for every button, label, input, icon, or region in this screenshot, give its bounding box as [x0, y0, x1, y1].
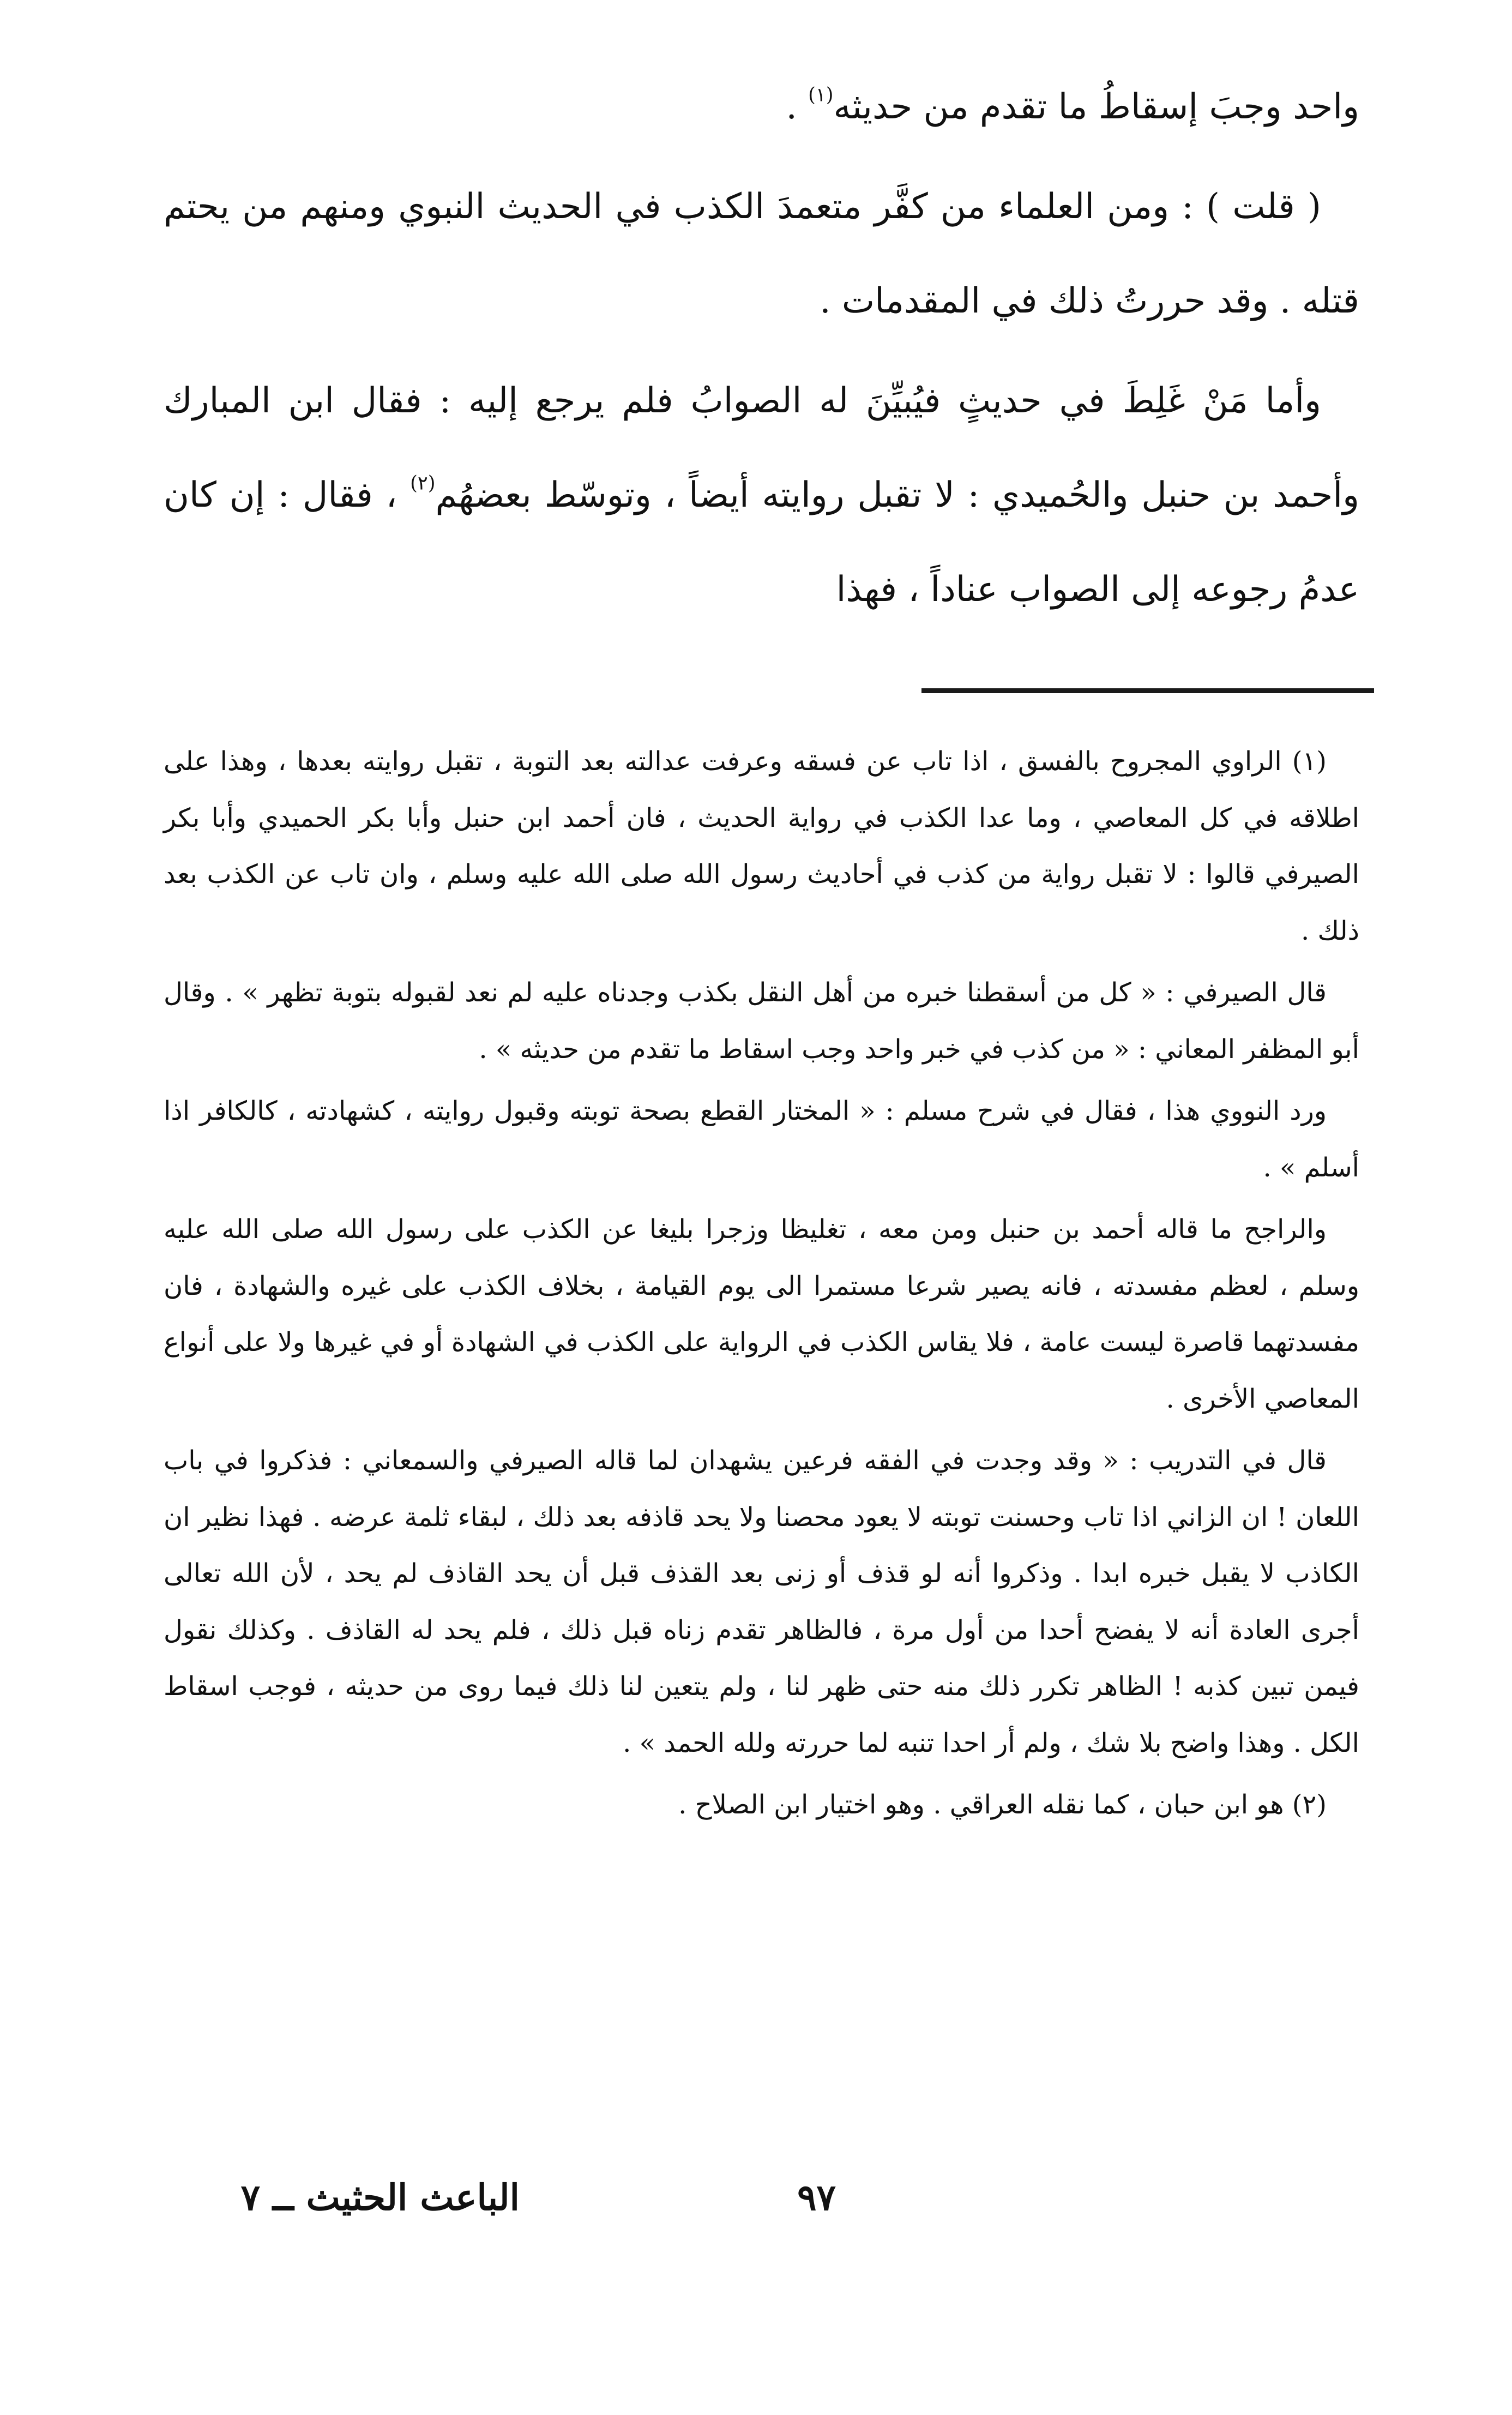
- footnote-1-para-5: قال في التدريب : « وقد وجدت في الفقه فرعين يشهدان لما قاله الصيرفي والسمعاني : فذكروا في باب اللعان ! ان الزاني اذا تاب وحسنت توبته لا يعود محصنا ولا يحد قاذفه بعد ذلك ، لبقاء ثلمة عرضه . فهذا نظير ان الكاذب لا يقبل خبره ابدا . وذكروا أنه لو قذف أو زنى بعد القذف قبل أن يحد القاذف لم يحد ، لأن الله تعالى أجرى العادة أنه لا يفضح أحدا من أول مرة ، فالظاهر تقدم زناه قبل ذلك ، فلم يحد له القاذف . وكذلك نقول فيمن تبين كذبه ! الظاهر تكرر ذلك منه حتى ظهر لنا ، ولم يتعين لنا ذلك فيما روى من حديثه ، فوجب اسقاط الكل . وهذا واضح بلا شك ، ولم أر احدا تنبه لما حررته ولله الحمد » .: [164, 1445, 1360, 1758]
- footnote-separator: [921, 688, 1374, 693]
- footnote-ref-1: (١): [808, 83, 834, 106]
- footnotes: [164, 734, 1359, 1834]
- footnote-1: (١) الراوي المجروح بالفسق ، اذا تاب عن فسقه وعرفت عدالته بعد التوبة ، تقبل روايته بعدها ، وهذا على اطلاقه في كل المعاصي ، وما عدا الكذب في رواية الحديث ، فان أحمد ابن حنبل وأبا بكر الحميدي وأبا بكر الصيرفي قالوا : لا تقبل رواية من كذب في أحاديث رسول الله صلى الله عليه وسلم ، وان تاب عن الكذب بعد ذلك .: [164, 746, 1359, 946]
- main-paragraph-1-end: .: [786, 87, 809, 127]
- page-number: ٩٧: [797, 2176, 836, 2219]
- main-paragraph-3-text: وأما مَنْ غَلِطَ في حديثٍ فيُبيِّنَ له الصوابُ فلم يرجع إليه : فقال ابن المبارك وأحمد بن حنبل والحُميدي : لا تقبل روايته أيضاً ، وتوسّط بعضهُم: [164, 381, 1360, 515]
- main-paragraph-3: [164, 354, 1359, 637]
- book-title: الباعث الحثيث ــ ٧: [240, 2176, 520, 2219]
- main-paragraph-2: ( قلت ) : ومن العلماء من كفَّر متعمدَ الكذب في الحديث النبوي ومنهم من يحتم قتله . وقد حررتُ ذلك في المقدمات .: [164, 187, 1359, 321]
- page-footer: [0, 2176, 1512, 2225]
- main-paragraph-1: [164, 60, 1359, 154]
- footnote-ref-2: (٢): [410, 472, 436, 495]
- footnote-1-para-3: ورد النووي هذا ، فقال في شرح مسلم : « المختار القطع بصحة توبته وقبول روايته ، كشهادته ، كالكافر اذا أسلم » .: [164, 1096, 1359, 1183]
- main-paragraph-3-continuation: ، فقال : إن كان عدمُ رجوعه إلى الصواب عناداً ، فهذا: [164, 475, 1359, 610]
- footnote-1-para-4: والراجح ما قاله أحمد بن حنبل ومن معه ، تغليظا وزجرا بليغا عن الكذب على رسول الله صلى الله عليه وسلم ، لعظم مفسدته ، فانه يصير شرعا مستمرا الى يوم القيامة ، بخلاف الكذب على غيره والشهادة ، فان مفسدتهما قاصرة ليست عامة ، فلا يقاس الكذب في الرواية على الكذب في الشهادة أو في غيرها ولا على أنواع المعاصي الأخرى .: [164, 1214, 1360, 1414]
- footnote-2: (٢) هو ابن حبان ، كما نقله العراقي . وهو اختيار ابن الصلاح .: [678, 1789, 1327, 1820]
- main-paragraph-1-text: واحد وجبَ إسقاطُ ما تقدم من حديثه: [833, 87, 1359, 127]
- main-text-body: [164, 60, 1359, 637]
- footnote-1-para-2: قال الصيرفي : « كل من أسقطنا خبره من أهل النقل بكذب وجدناه عليه لم نعد لقبوله بتوبة تظهر » . وقال أبو المظفر المعاني : « من كذب في خبر واحد وجب اسقاط ما تقدم من حديثه » .: [164, 977, 1359, 1065]
